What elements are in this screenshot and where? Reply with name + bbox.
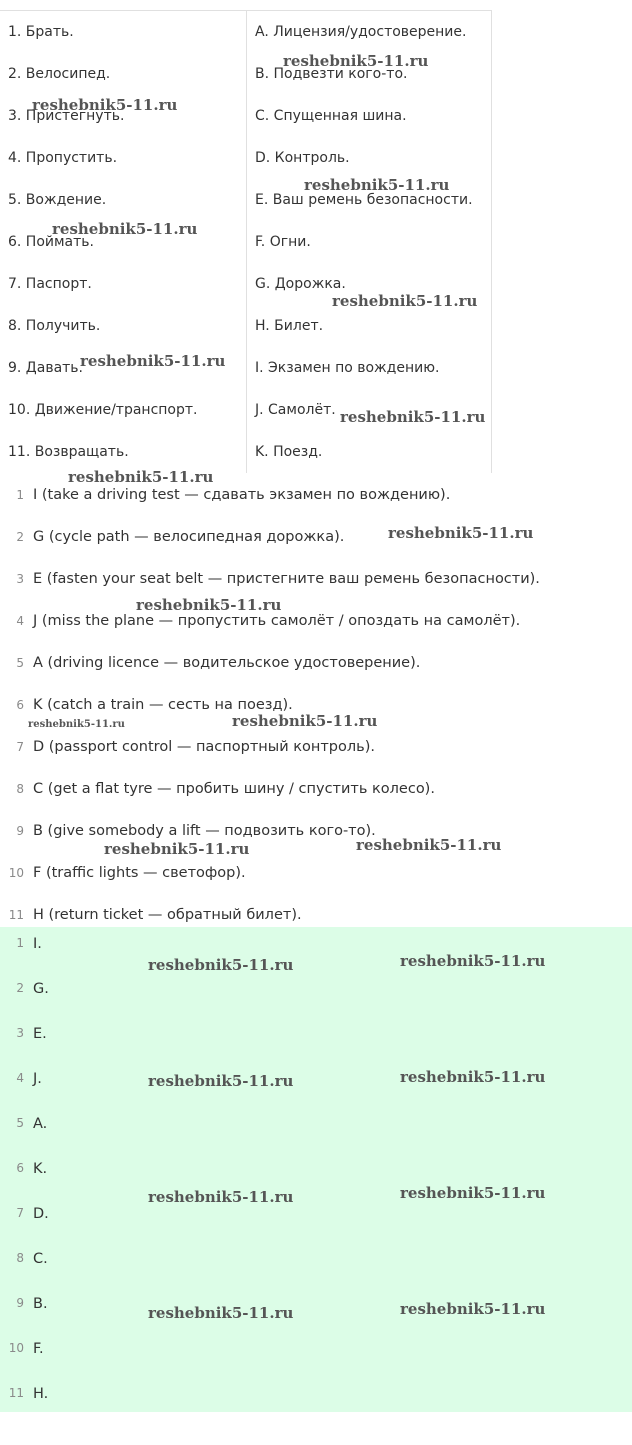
item-number: 2: [16, 530, 24, 544]
item-number: 3: [16, 572, 24, 586]
watermark: reshebnik5-11.ru: [332, 292, 478, 310]
watermark: reshebnik5-11.ru: [68, 468, 214, 486]
item-number: 11: [8, 908, 24, 922]
answer-item: [0, 1107, 632, 1152]
item-text: C.: [33, 1251, 48, 1267]
item-number: 9: [16, 824, 24, 838]
match-term: 4. Пропустить.: [0, 137, 247, 179]
watermark: reshebnik5-11.ru: [388, 524, 534, 542]
item-number: 5: [16, 656, 24, 670]
answer-item: [0, 972, 632, 1017]
item-number: 8: [16, 782, 24, 796]
explanation-list: [0, 474, 632, 936]
item-text: H (return ticket — обратный билет).: [33, 907, 302, 923]
watermark: reshebnik5-11.ru: [104, 840, 250, 858]
item-text: J (miss the plane — пропустить самолёт / опоздать на самолёт).: [33, 613, 521, 629]
watermark: reshebnik5-11.ru: [400, 1184, 546, 1202]
watermark: reshebnik5-11.ru: [400, 1068, 546, 1086]
item-number: 2: [16, 981, 24, 995]
explanation-item: [0, 600, 632, 642]
match-option: A. Лицензия/удостоверение.: [247, 11, 492, 54]
watermark: reshebnik5-11.ru: [304, 176, 450, 194]
item-number: 4: [16, 1071, 24, 1085]
item-text: H.: [33, 1386, 49, 1402]
match-option: G. Дорожка.: [247, 263, 492, 305]
item-text: C (get a flat tyre — пробить шину / спустить колесо).: [33, 781, 435, 797]
match-term: 10. Движение/транспорт.: [0, 389, 247, 431]
item-text: I (take a driving test — сдавать экзамен по вождению).: [33, 487, 451, 503]
match-row: [0, 305, 492, 347]
match-term: 2. Велосипед.: [0, 53, 247, 95]
item-number: 1: [16, 936, 24, 950]
match-option: H. Билет.: [247, 305, 492, 347]
explanation-item: [0, 558, 632, 600]
match-option: D. Контроль.: [247, 137, 492, 179]
watermark: reshebnik5-11.ru: [340, 408, 486, 426]
item-text: B.: [33, 1296, 48, 1312]
item-text: F (traffic lights — светофор).: [33, 865, 246, 881]
match-term: 9. Давать.: [0, 347, 247, 389]
item-text: G.: [33, 981, 49, 997]
watermark: reshebnik5-11.ru: [52, 220, 198, 238]
match-option: K. Поезд.: [247, 431, 492, 473]
match-term: 1. Брать.: [0, 11, 247, 54]
explanation-item: [0, 768, 632, 810]
item-text: E.: [33, 1026, 47, 1042]
watermark: reshebnik5-11.ru: [32, 96, 178, 114]
match-option: C. Спущенная шина.: [247, 95, 492, 137]
item-text: A (driving licence — водительское удостоверение).: [33, 655, 421, 671]
item-text: D.: [33, 1206, 49, 1222]
item-number: 5: [16, 1116, 24, 1130]
match-option: J. Самолёт.: [247, 389, 492, 431]
answer-item: [0, 1332, 632, 1377]
answer-item: [0, 1197, 632, 1242]
match-option: B. Подвезти кого-то.: [247, 53, 492, 95]
match-term: 5. Вождение.: [0, 179, 247, 221]
item-number: 9: [16, 1296, 24, 1310]
watermark: reshebnik5-11.ru: [232, 712, 378, 730]
item-text: A.: [33, 1116, 48, 1132]
match-term: 11. Возвращать.: [0, 431, 247, 473]
item-text: B (give somebody a lift — подвозить кого-то).: [33, 823, 376, 839]
watermark: reshebnik5-11.ru: [148, 1304, 294, 1322]
item-number: 10: [8, 1341, 24, 1355]
match-term: 7. Паспорт.: [0, 263, 247, 305]
match-row: [0, 137, 492, 179]
item-text: J.: [33, 1071, 42, 1087]
item-text: K.: [33, 1161, 48, 1177]
item-number: 4: [16, 614, 24, 628]
match-option: F. Огни.: [247, 221, 492, 263]
match-row: [0, 347, 492, 389]
item-number: 6: [16, 1161, 24, 1175]
item-number: 10: [8, 866, 24, 880]
item-text: K (catch a train — сесть на поезд).: [33, 697, 293, 713]
item-text: E (fasten your seat belt — пристегните ваш ремень безопасности).: [33, 571, 540, 587]
item-number: 1: [16, 488, 24, 502]
match-term: 8. Получить.: [0, 305, 247, 347]
explanation-item: [0, 516, 632, 558]
watermark: reshebnik5-11.ru: [136, 596, 282, 614]
matching-table: [0, 10, 492, 473]
item-number: 6: [16, 698, 24, 712]
watermark: reshebnik5-11.ru: [356, 836, 502, 854]
watermark: reshebnik5-11.ru: [400, 952, 546, 970]
item-text: F.: [33, 1341, 44, 1357]
item-number: 7: [16, 740, 24, 754]
match-option: I. Экзамен по вождению.: [247, 347, 492, 389]
match-term: 3. Пристегнуть.: [0, 95, 247, 137]
item-number: 3: [16, 1026, 24, 1040]
watermark: reshebnik5-11.ru: [80, 352, 226, 370]
explanation-item: [0, 810, 632, 852]
watermark: reshebnik5-11.ru: [28, 719, 125, 730]
item-text: I.: [33, 936, 42, 952]
answer-item: [0, 1017, 632, 1062]
watermark: reshebnik5-11.ru: [148, 956, 294, 974]
watermark: reshebnik5-11.ru: [400, 1300, 546, 1318]
answer-item: [0, 1242, 632, 1287]
watermark: reshebnik5-11.ru: [283, 52, 429, 70]
match-term: 6. Поймать.: [0, 221, 247, 263]
explanation-item: [0, 852, 632, 894]
explanation-item: [0, 726, 632, 768]
item-text: G (cycle path — велосипедная дорожка).: [33, 529, 345, 545]
watermark: reshebnik5-11.ru: [148, 1188, 294, 1206]
item-text: D (passport control — паспортный контроль).: [33, 739, 375, 755]
item-number: 8: [16, 1251, 24, 1265]
watermark: reshebnik5-11.ru: [148, 1072, 294, 1090]
answers-block: [0, 927, 632, 1412]
match-option: E. Ваш ремень безопасности.: [247, 179, 492, 221]
answer-item: [0, 1377, 632, 1422]
explanation-item: [0, 642, 632, 684]
match-row: [0, 431, 492, 473]
match-row: [0, 11, 492, 54]
item-number: 7: [16, 1206, 24, 1220]
item-number: 11: [8, 1386, 24, 1400]
